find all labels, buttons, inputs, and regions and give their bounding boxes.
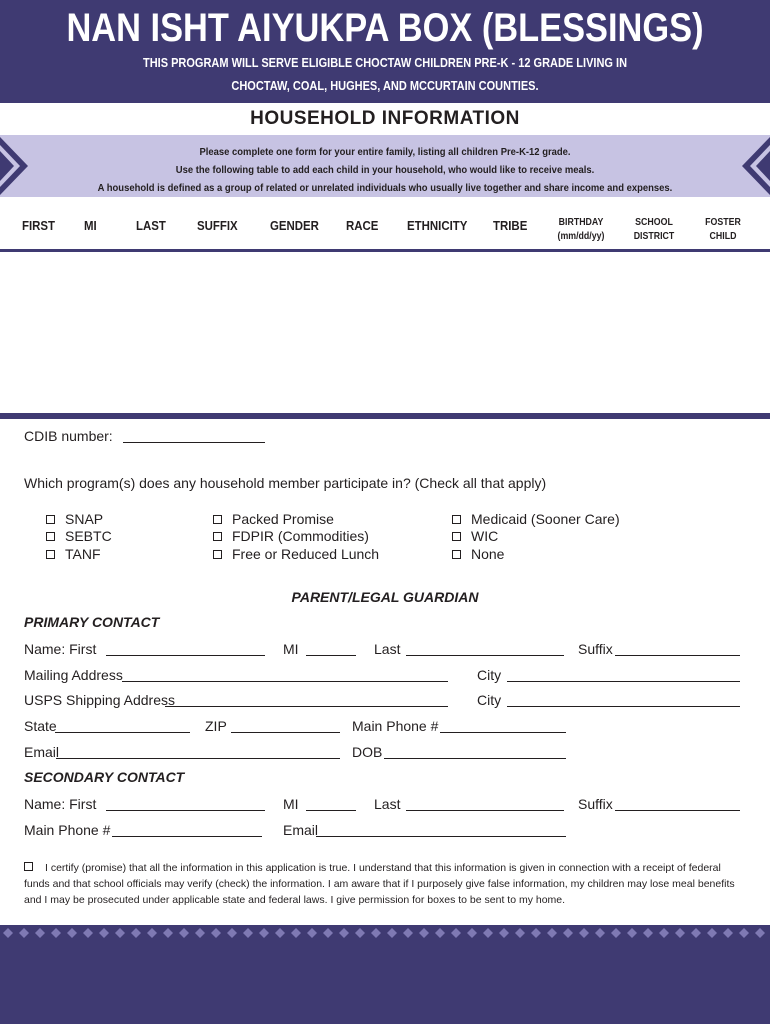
primary-phone-label: Main Phone #: [352, 718, 439, 734]
col-first: FIRST: [22, 218, 56, 233]
form-title: NAN ISHT AIYUKPA BOX (BLESSINGS): [66, 6, 704, 50]
secondary-suffix-field[interactable]: [615, 810, 740, 811]
program-packed-promise[interactable]: [213, 511, 334, 527]
primary-suffix-field[interactable]: [615, 655, 740, 656]
program-sebtc-label: SEBTC: [65, 528, 112, 544]
col-mi: MI: [84, 218, 97, 233]
primary-first-label: Name: First: [24, 641, 97, 657]
checkbox-icon[interactable]: [452, 550, 461, 559]
program-none[interactable]: [452, 546, 504, 562]
col-district-label: DISTRICT: [633, 231, 675, 242]
secondary-phone-field[interactable]: [112, 836, 262, 837]
program-snap-label: SNAP: [65, 511, 104, 527]
secondary-last-label: Last: [374, 796, 401, 812]
primary-mi-field[interactable]: [306, 655, 356, 656]
secondary-mi-label: MI: [283, 796, 299, 812]
usps-city-field[interactable]: [507, 706, 740, 707]
guardian-title: PARENT/LEGAL GUARDIAN: [291, 589, 479, 605]
instructions-band: [0, 135, 770, 197]
primary-last-field[interactable]: [406, 655, 564, 656]
instruction-line-2: Use the following table to add each child in your household, who would like to receive meals.: [175, 164, 595, 176]
program-medicaid-label: Medicaid (Sooner Care): [471, 511, 620, 527]
primary-suffix-label: Suffix: [578, 641, 613, 657]
program-medicaid[interactable]: [452, 511, 620, 527]
col-suffix: SUFFIX: [197, 218, 238, 233]
secondary-mi-field[interactable]: [306, 810, 356, 811]
certification-statement: [24, 860, 748, 908]
program-tanf[interactable]: [46, 546, 101, 562]
subtitle-line-2: CHOCTAW, COAL, HUGHES, AND MCCURTAIN COUNTIES.: [231, 79, 539, 93]
footer-band: [0, 941, 770, 1024]
checkbox-icon[interactable]: [452, 515, 461, 524]
header-banner: [0, 0, 770, 103]
checkbox-icon[interactable]: [46, 532, 55, 541]
primary-email-label: Email: [24, 744, 60, 760]
diamond-pattern-icon: [0, 925, 770, 941]
chevron-right-decoration-icon: [742, 137, 770, 195]
col-foster-child: [700, 216, 746, 244]
program-fdpir-label: FDPIR (Commodities): [232, 528, 369, 544]
secondary-suffix-label: Suffix: [578, 796, 613, 812]
program-sebtc[interactable]: [46, 528, 112, 544]
zip-label: ZIP: [205, 718, 227, 734]
children-table-body[interactable]: [0, 252, 770, 412]
program-packed-promise-label: Packed Promise: [232, 511, 334, 527]
primary-mi-label: MI: [283, 641, 299, 657]
zip-field[interactable]: [231, 732, 340, 733]
secondary-first-label: Name: First: [24, 796, 97, 812]
secondary-first-field[interactable]: [106, 810, 265, 811]
program-fdpir[interactable]: [213, 528, 369, 544]
mailing-address-field[interactable]: [122, 681, 448, 682]
instruction-line-3: A household is defined as a group of related or unrelated individuals who usually live together and share income and expenses.: [97, 182, 673, 194]
usps-city-label: City: [477, 692, 502, 708]
program-wic-label: WIC: [471, 528, 499, 544]
program-snap[interactable]: [46, 511, 103, 527]
program-free-reduced-lunch-label: Free or Reduced Lunch: [232, 546, 380, 562]
col-last: LAST: [136, 218, 166, 233]
col-birthday: [550, 216, 612, 244]
programs-question: Which program(s) does any household member participate in? (Check all that apply): [24, 475, 547, 491]
certification-text: I certify (promise) that all the information in this application is true. I understand that this information is given in connection with a receipt of federal funds and that school officials may verify (check) the information. I am aware that if I purposely give false information, my children may lose meal benefits and I may be prosecuted under applicable state and federal laws. I give permission for boxes to be sent to my home.: [24, 862, 735, 906]
col-foster-label: FOSTER: [705, 217, 741, 228]
checkbox-icon[interactable]: [213, 550, 222, 559]
primary-email-field[interactable]: [56, 758, 340, 759]
mailing-city-label: City: [477, 667, 502, 683]
col-birthday-format: (mm/dd/yy): [557, 231, 605, 242]
subtitle-line-1: THIS PROGRAM WILL SERVE ELIGIBLE CHOCTAW CHILDREN PRE-K - 12 GRADE LIVING IN: [142, 56, 628, 70]
col-race: RACE: [346, 218, 379, 233]
cdib-number-field[interactable]: [123, 442, 265, 443]
certify-checkbox-icon[interactable]: [24, 862, 33, 871]
state-field[interactable]: [55, 732, 190, 733]
col-tribe: TRIBE: [493, 218, 528, 233]
cdib-label: CDIB number:: [24, 428, 113, 444]
dob-label: DOB: [352, 744, 383, 760]
checkbox-icon[interactable]: [46, 515, 55, 524]
checkbox-icon[interactable]: [46, 550, 55, 559]
usps-address-field[interactable]: [165, 706, 448, 707]
instruction-line-1: Please complete one form for your entire family, listing all children Pre-K-12 grade.: [199, 146, 571, 158]
secondary-last-field[interactable]: [406, 810, 564, 811]
program-free-reduced-lunch[interactable]: [213, 546, 379, 562]
program-tanf-label: TANF: [65, 546, 101, 562]
primary-last-label: Last: [374, 641, 401, 657]
col-birthday-label: BIRTHDAY: [558, 217, 604, 228]
secondary-email-label: Email: [283, 822, 319, 838]
col-school-label: SCHOOL: [635, 217, 673, 228]
primary-first-field[interactable]: [106, 655, 265, 656]
col-school-district: [629, 216, 678, 244]
children-table-header: [0, 204, 770, 252]
dob-field[interactable]: [384, 758, 566, 759]
checkbox-icon[interactable]: [213, 532, 222, 541]
mailing-address-label: Mailing Address: [24, 667, 123, 683]
secondary-contact-title: SECONDARY CONTACT: [24, 769, 185, 785]
col-gender: GENDER: [270, 218, 319, 233]
primary-phone-field[interactable]: [440, 732, 566, 733]
col-ethnicity: ETHNICITY: [407, 218, 468, 233]
checkbox-icon[interactable]: [213, 515, 222, 524]
program-wic[interactable]: [452, 528, 498, 544]
program-none-label: None: [471, 546, 505, 562]
household-title: HOUSEHOLD INFORMATION: [250, 108, 520, 129]
usps-address-label: USPS Shipping Address: [24, 692, 175, 708]
chevron-left-decoration-icon: [0, 137, 28, 195]
secondary-phone-label: Main Phone #: [24, 822, 111, 838]
col-child-label: CHILD: [709, 231, 737, 242]
primary-contact-title: PRIMARY CONTACT: [24, 614, 160, 630]
secondary-email-field[interactable]: [316, 836, 566, 837]
mailing-city-field[interactable]: [507, 681, 740, 682]
table-bottom-rule: [0, 413, 770, 419]
checkbox-icon[interactable]: [452, 532, 461, 541]
state-label: State: [24, 718, 57, 734]
footer-pattern: [0, 925, 770, 941]
